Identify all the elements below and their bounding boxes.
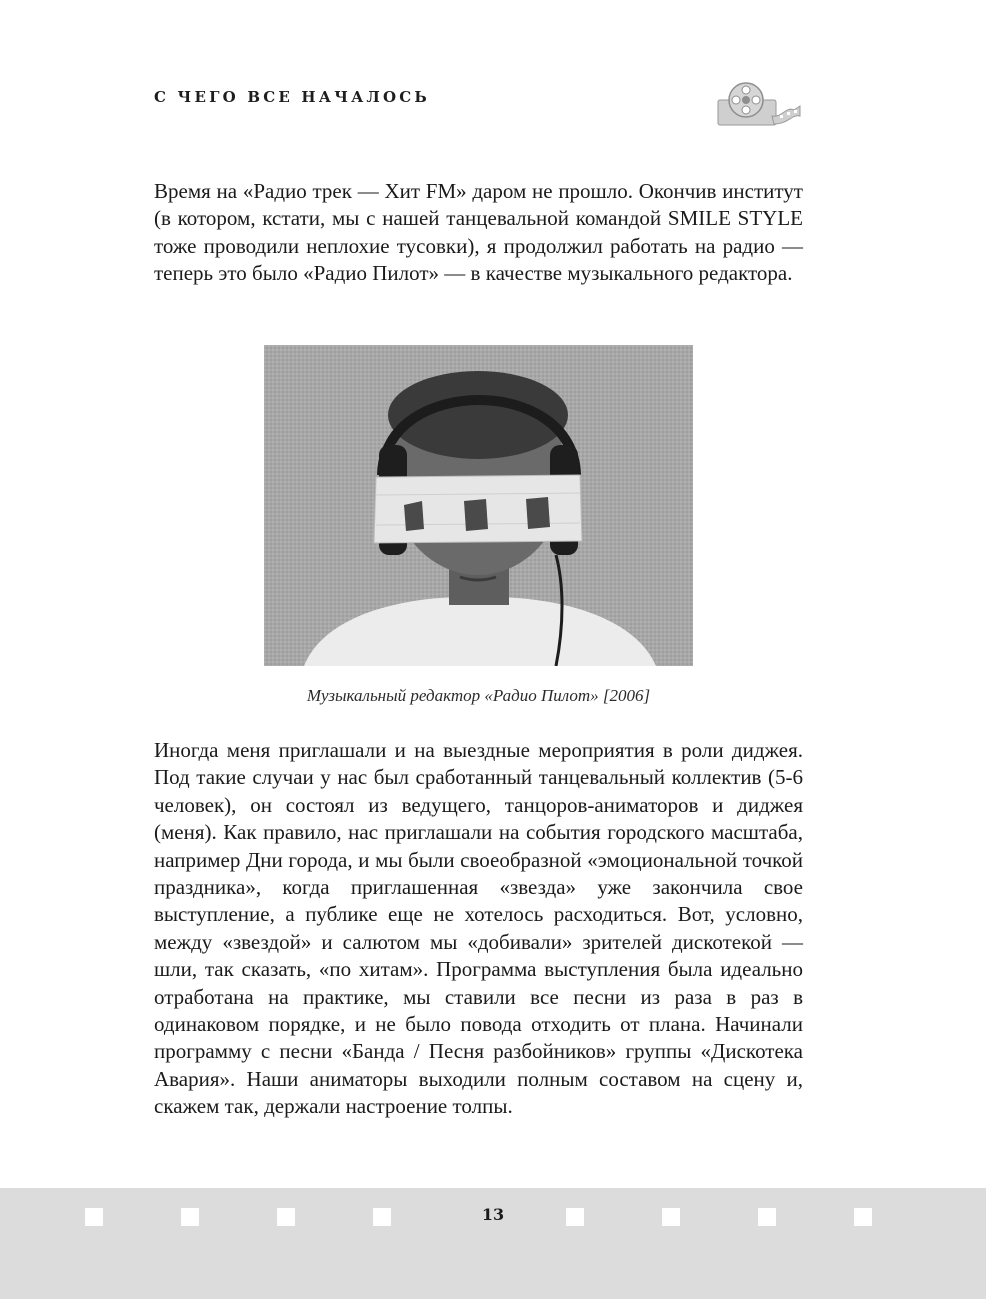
page-number: 13 [481, 1205, 505, 1224]
photo-caption: Музыкальный редактор «Радио Пилот» [2006] [306, 686, 651, 705]
running-head: С ЧЕГО ВСЕ НАЧАЛОСЬ [154, 88, 430, 106]
man-wearing-headphones-with-blindfold-photo [264, 345, 693, 666]
footer-band [0, 1188, 986, 1299]
body-paragraph: Время на «Радио трек — Хит FM» даром не прошло. Окончив институт (в котором, кстати, мы с нашей танцевальной командой SMILE STYLE тоже проводили неплохие тусовки), я продолжил работать на радио — теперь это было «Радио Пилот» — в качестве музыкального редактора. [154, 179, 803, 286]
film-reel-icon [716, 82, 802, 128]
body-paragraph: Иногда меня приглашали и на выездные мероприятия в роли диджея. Под такие случаи у нас был сработанный танцевальный коллектив (5-6 человек), он состоял из ведущего, танцоров-аниматоров и диджея (меня). Как правило, нас приглашали на события городского масштаба, например Дни города, и мы были своеобразной «эмоциональной точкой праздника», когда приглашенная «звезда» уже закончила свое выступление, а публике еще не хотелось расходиться. Вот, условно, между «звездой» и салютом мы «добивали» зрителей дискотекой — шли, так сказать, «по хитам». Программа выступления была идеально отработана на практике, мы ставили все песни из раза в раз в одинаковом порядке, и не было повода отходить от плана. Начинали программу с песни «Банда / Песня разбойников» группы «Дискотека Авария». Наши аниматоры выходили полным составом на сцену и, скажем так, держали настроение толпы. [154, 738, 803, 1119]
